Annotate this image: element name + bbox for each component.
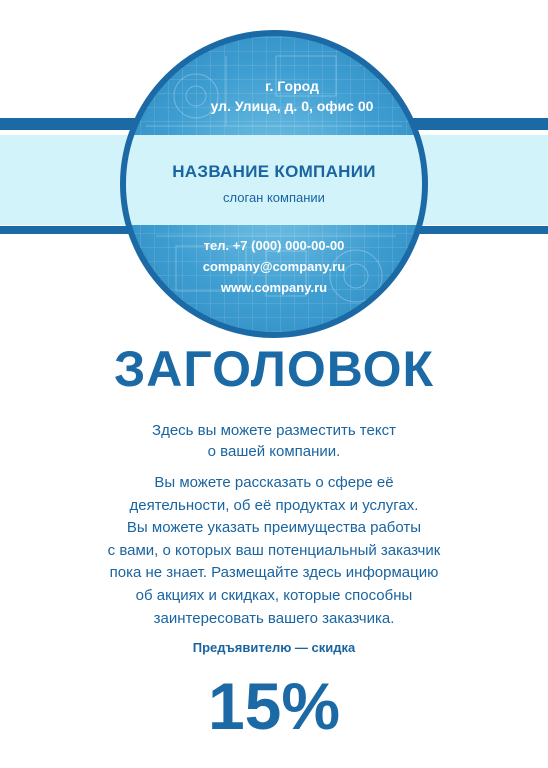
contact-website: www.company.ru — [220, 280, 328, 295]
contact-phone: тел. +7 (000) 000-00-00 — [203, 238, 345, 253]
body-line: Вы можете указать преимущества работы — [126, 519, 422, 537]
offer-label: Предъявителю — скидка — [192, 640, 356, 655]
address-city: г. Город — [265, 78, 319, 94]
body-line: Вы можете рассказать о сфере её — [154, 474, 394, 491]
body-line: пока не знает. Размещайте здесь информацию — [109, 564, 439, 582]
contact-email: company@company.ru — [202, 259, 346, 274]
body-text — [0, 472, 548, 630]
address-street: ул. Улица, д. 0, офис 00 — [210, 98, 374, 114]
intro-text — [0, 420, 548, 462]
company-name: НАЗВАНИЕ КОМПАНИИ — [172, 162, 376, 181]
headline: ЗАГОЛОВОК — [113, 341, 434, 397]
body-line: деятельности, об её продуктах и услугах. — [129, 496, 419, 514]
discount-value: 15% — [207, 669, 341, 743]
body-line: заинтересовать вашего заказчика. — [153, 609, 395, 627]
intro-line: о вашей компании. — [207, 443, 341, 460]
intro-line: Здесь вы можете разместить текст — [152, 422, 396, 439]
body-line: с вами, о которых ваш потенциальный заказчик — [107, 541, 441, 559]
company-slogan: слоган компании — [223, 190, 325, 205]
body-line: об акциях и скидках, которые способны — [135, 586, 413, 604]
logo-circle — [120, 30, 428, 338]
